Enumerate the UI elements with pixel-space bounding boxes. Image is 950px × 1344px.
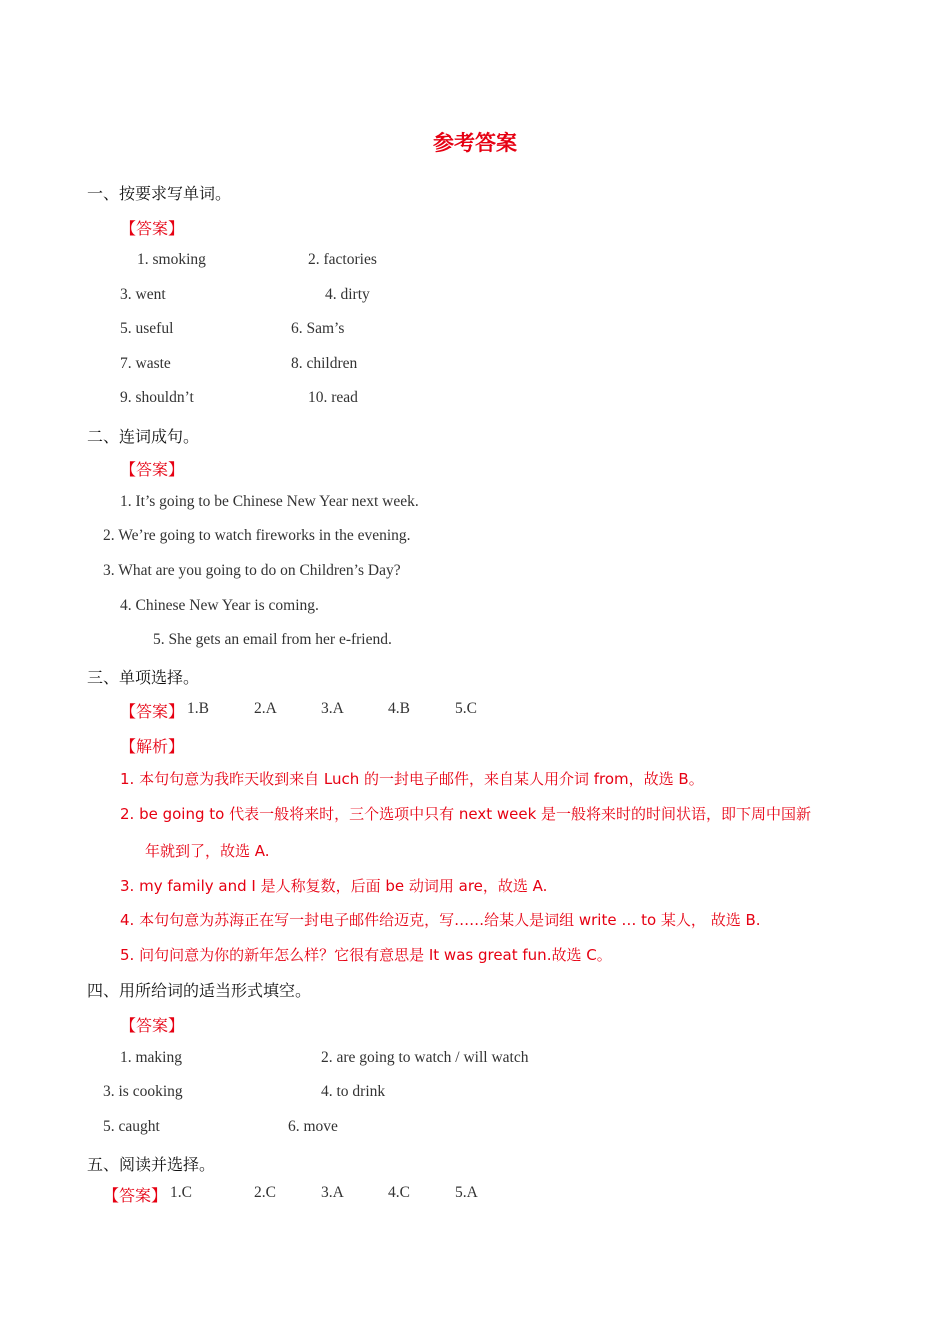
section-4-answer-tag: 【答案】 [120, 1016, 185, 1035]
s1-answer-9: 9. shouldn’t [120, 389, 194, 406]
s4-answer-2: 2. are going to watch / will watch [321, 1049, 529, 1066]
s1-answer-6: 6. Sam’s [291, 320, 345, 337]
s2-sentence-2: 2. We’re going to watch fireworks in the evening. [103, 527, 411, 544]
analysis-1: 1. 本句句意为我昨天收到来自 Luch 的一封电子邮件，来自某人用介词 from，故选 B。 [120, 770, 704, 788]
s5-answer-4: 4.C [388, 1184, 410, 1201]
s3-answer-1: 1.B [187, 700, 209, 717]
s2-sentence-5: 5. She gets an email from her e-friend. [153, 631, 392, 648]
s1-answer-8: 8. children [291, 355, 358, 372]
s3-answer-5: 5.C [455, 700, 477, 717]
section-1-heading: 一、按要求写单词。 [87, 184, 232, 203]
s4-answer-5: 5. caught [103, 1118, 160, 1135]
section-2-heading: 二、连词成句。 [87, 427, 200, 446]
analysis-2-line-2: 年就到了，故选 A. [145, 842, 270, 860]
section-3-analysis-tag: 【解析】 [120, 737, 185, 756]
s5-answer-5: 5.A [455, 1184, 478, 1201]
s2-sentence-4: 4. Chinese New Year is coming. [120, 597, 319, 614]
s1-answer-5: 5. useful [120, 320, 174, 337]
s4-answer-3: 3. is cooking [103, 1083, 183, 1100]
s1-answer-1: 1. smoking [137, 251, 206, 268]
s3-answer-4: 4.B [388, 700, 410, 717]
s5-answer-2: 2.C [254, 1184, 276, 1201]
section-5-answer-tag: 【答案】 [103, 1186, 168, 1205]
s1-answer-10: 10. read [308, 389, 358, 406]
s5-answer-3: 3.A [321, 1184, 344, 1201]
analysis-5: 5. 问句问意为你的新年怎么样？它很有意思是 It was great fun.故选 C。 [120, 946, 612, 964]
section-3-heading: 三、单项选择。 [87, 668, 200, 687]
s4-answer-4: 4. to drink [321, 1083, 386, 1100]
s2-sentence-1: 1. It’s going to be Chinese New Year next week. [120, 493, 419, 510]
s4-answer-1: 1. making [120, 1049, 182, 1066]
section-5-heading: 五、阅读并选择。 [87, 1155, 216, 1174]
s5-answer-1: 1.C [170, 1184, 192, 1201]
s3-answer-3: 3.A [321, 700, 344, 717]
section-1-answer-tag: 【答案】 [120, 219, 185, 238]
s1-answer-7: 7. waste [120, 355, 171, 372]
s1-answer-4: 4. dirty [325, 286, 370, 303]
section-4-heading: 四、用所给词的适当形式填空。 [87, 981, 312, 1000]
s3-answer-2: 2.A [254, 700, 277, 717]
analysis-3: 3. my family and I 是人称复数，后面 be 动词用 are，故选 A. [120, 877, 548, 895]
analysis-2-line-1: 2. be going to 代表一般将来时，三个选项中只有 next week 是一般将来时的时间状语，即下周中国新 [120, 805, 812, 823]
s1-answer-3: 3. went [120, 286, 166, 303]
section-3-answer-tag: 【答案】 [120, 702, 185, 721]
s4-answer-6: 6. move [288, 1118, 338, 1135]
page-title: 参考答案 [433, 131, 517, 155]
s2-sentence-3: 3. What are you going to do on Children’s Day? [103, 562, 401, 579]
analysis-4: 4. 本句句意为苏海正在写一封电子邮件给迈克，写……给某人是词组 write … to 某人， 故选 B. [120, 911, 761, 929]
s1-answer-2: 2. factories [308, 251, 377, 268]
section-2-answer-tag: 【答案】 [120, 460, 185, 479]
